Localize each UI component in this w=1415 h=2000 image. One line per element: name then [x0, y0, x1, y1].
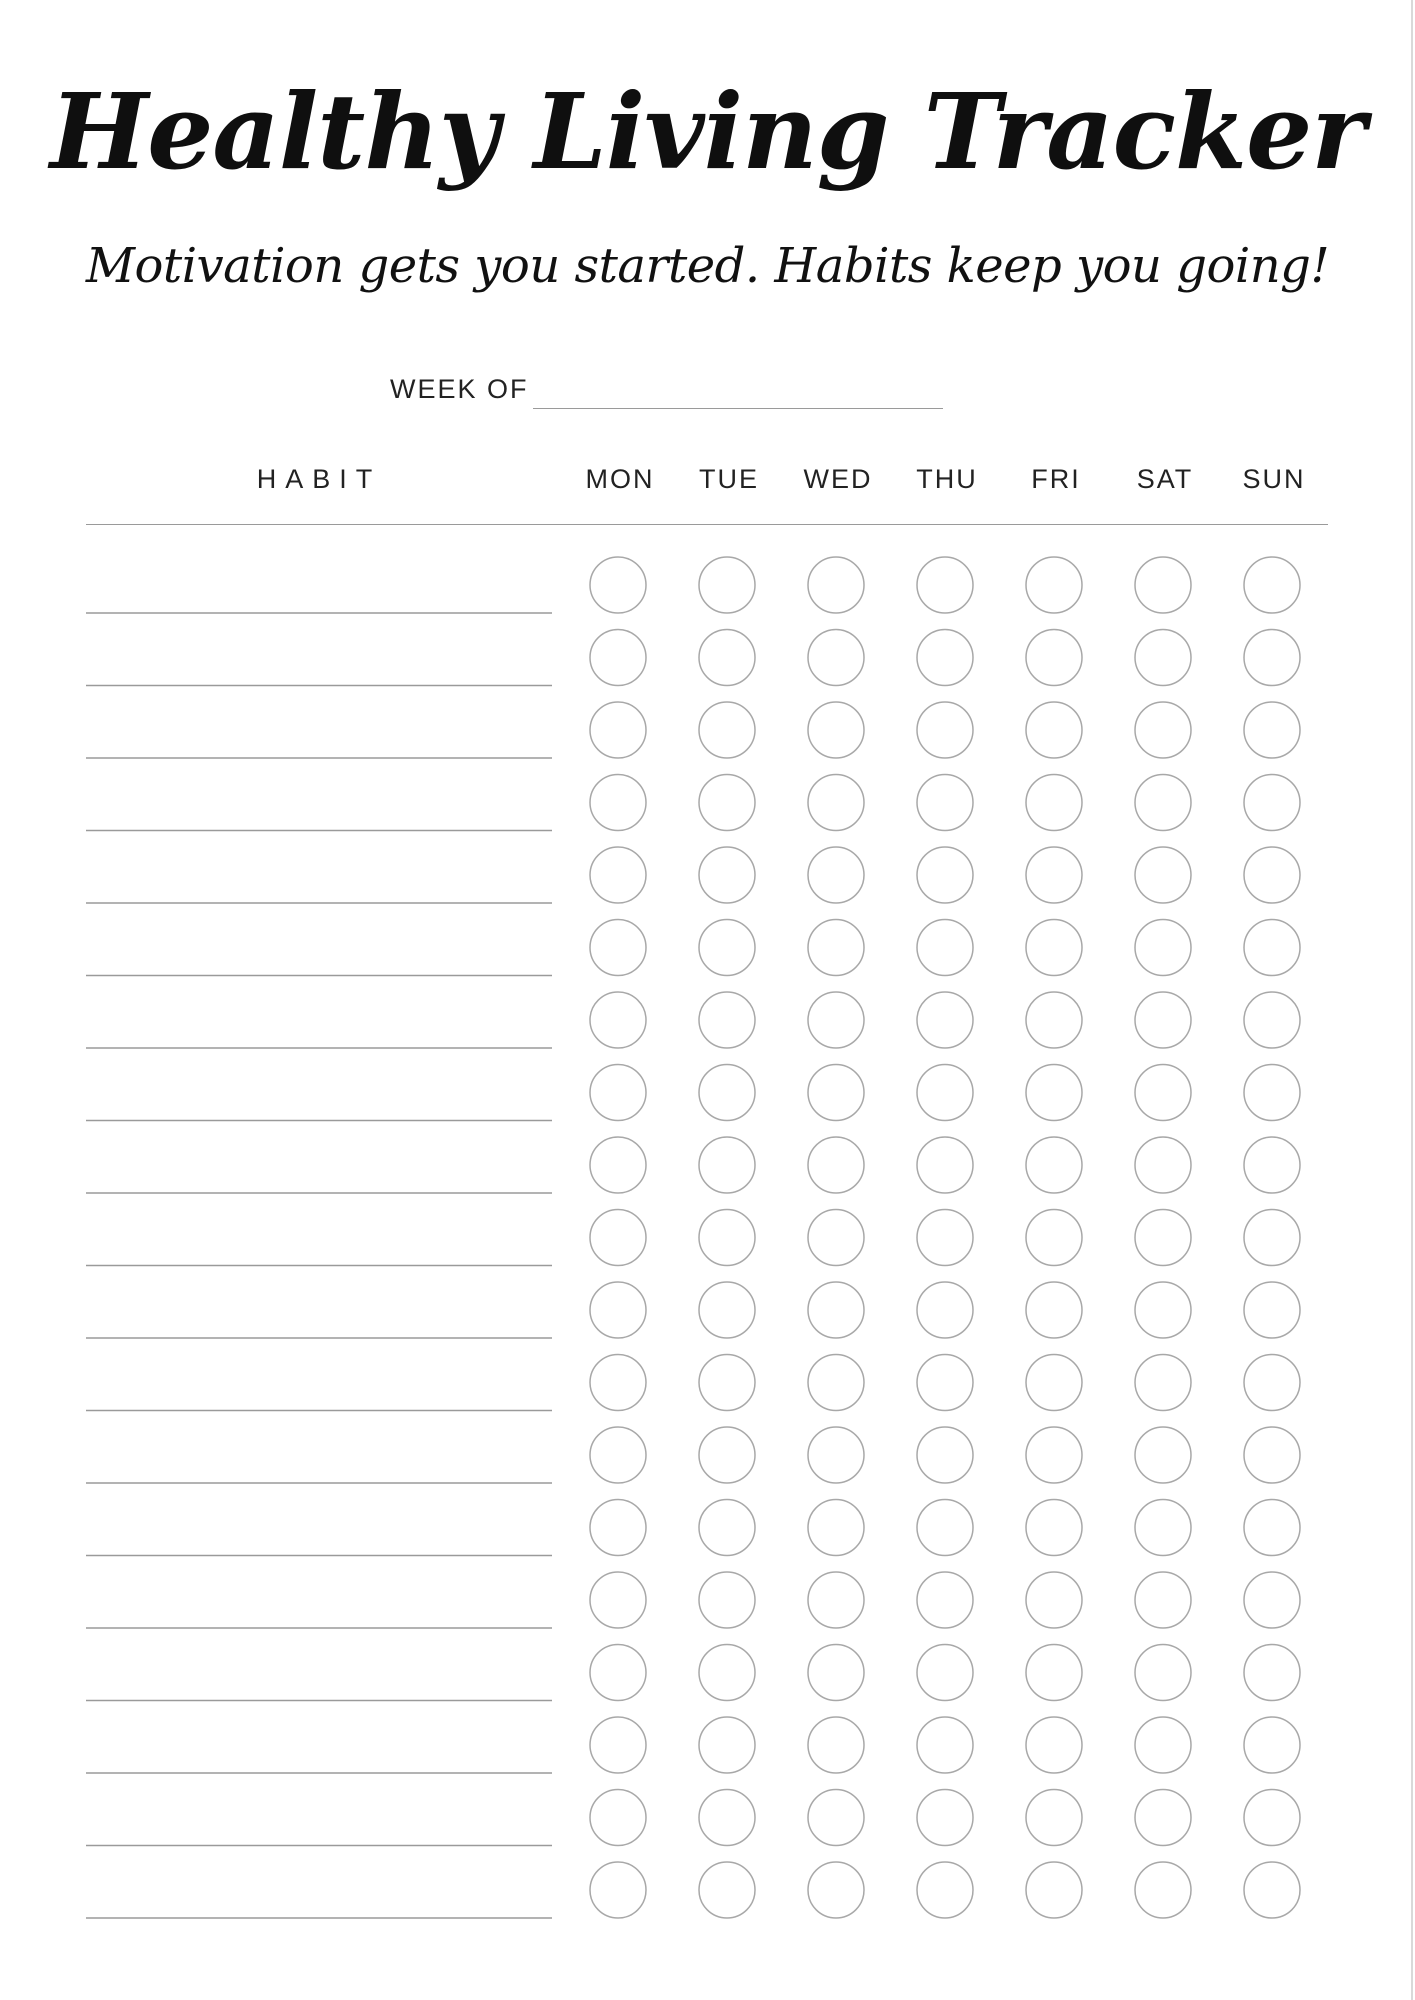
checkbox-circle-wed[interactable] [808, 992, 864, 1048]
checkbox-circle-mon[interactable] [590, 920, 646, 976]
day-header-mon: MON [585, 464, 655, 494]
checkbox-circle-tue[interactable] [699, 557, 755, 613]
checkbox-circle-mon[interactable] [590, 1065, 646, 1121]
checkbox-circle-thu[interactable] [917, 1645, 973, 1701]
checkbox-circle-sat[interactable] [1135, 992, 1191, 1048]
checkbox-circle-sat[interactable] [1135, 1645, 1191, 1701]
week-of-label: WEEK OF [390, 374, 529, 404]
checkbox-circle-thu[interactable] [917, 702, 973, 758]
checkbox-circle-wed[interactable] [808, 1137, 864, 1193]
day-header-sun: SUN [1242, 464, 1306, 494]
checkbox-circle-sat[interactable] [1135, 847, 1191, 903]
checkbox-circle-thu[interactable] [917, 775, 973, 831]
checkbox-circle-sun[interactable] [1244, 702, 1300, 758]
checkbox-circle-sat[interactable] [1135, 1427, 1191, 1483]
checkbox-circle-mon[interactable] [590, 1137, 646, 1193]
checkbox-circle-mon[interactable] [590, 557, 646, 613]
checkbox-circle-mon[interactable] [590, 702, 646, 758]
checkbox-circle-tue[interactable] [699, 1137, 755, 1193]
checkbox-circle-tue[interactable] [699, 702, 755, 758]
checkbox-circle-tue[interactable] [699, 1645, 755, 1701]
checkbox-circle-fri[interactable] [1026, 702, 1082, 758]
checkbox-circle-wed[interactable] [808, 1645, 864, 1701]
checkbox-circle-tue[interactable] [699, 920, 755, 976]
checkbox-circle-fri[interactable] [1026, 557, 1082, 613]
day-header-tue: TUE [699, 464, 759, 494]
checkbox-circle-fri[interactable] [1026, 1790, 1082, 1846]
checkbox-circle-sat[interactable] [1135, 630, 1191, 686]
checkbox-circle-sun[interactable] [1244, 1065, 1300, 1121]
checkbox-circle-wed[interactable] [808, 1862, 864, 1918]
checkbox-circle-fri[interactable] [1026, 992, 1082, 1048]
checkbox-circle-fri[interactable] [1026, 1717, 1082, 1773]
checkbox-circle-fri[interactable] [1026, 1500, 1082, 1556]
checkbox-circle-fri[interactable] [1026, 1282, 1082, 1338]
checkbox-circle-wed[interactable] [808, 702, 864, 758]
checkbox-circle-sat[interactable] [1135, 1717, 1191, 1773]
checkbox-circle-wed[interactable] [808, 630, 864, 686]
checkbox-circle-tue[interactable] [699, 1572, 755, 1628]
checkbox-circle-fri[interactable] [1026, 1645, 1082, 1701]
checkbox-circle-fri[interactable] [1026, 1355, 1082, 1411]
checkbox-circle-sat[interactable] [1135, 1065, 1191, 1121]
checkbox-circle-sun[interactable] [1244, 1717, 1300, 1773]
checkbox-circle-thu[interactable] [917, 557, 973, 613]
checkbox-circle-sat[interactable] [1135, 1137, 1191, 1193]
checkbox-circle-mon[interactable] [590, 630, 646, 686]
checkbox-circle-sat[interactable] [1135, 702, 1191, 758]
checkbox-circle-wed[interactable] [808, 1065, 864, 1121]
checkbox-circle-sun[interactable] [1244, 1427, 1300, 1483]
checkbox-circle-sun[interactable] [1244, 1645, 1300, 1701]
checkbox-circle-sat[interactable] [1135, 775, 1191, 831]
checkbox-circle-sun[interactable] [1244, 920, 1300, 976]
checkbox-circle-sun[interactable] [1244, 1500, 1300, 1556]
habit-column-header: HABIT [256, 464, 382, 494]
checkbox-circle-sat[interactable] [1135, 1500, 1191, 1556]
checkbox-circle-mon[interactable] [590, 1427, 646, 1483]
checkbox-circle-sun[interactable] [1244, 1862, 1300, 1918]
checkbox-circle-sat[interactable] [1135, 920, 1191, 976]
checkbox-circle-sun[interactable] [1244, 1137, 1300, 1193]
checkbox-circle-thu[interactable] [917, 1572, 973, 1628]
checkbox-circle-mon[interactable] [590, 1717, 646, 1773]
checkbox-circle-sat[interactable] [1135, 1355, 1191, 1411]
checkbox-circle-tue[interactable] [699, 847, 755, 903]
checkbox-circle-fri[interactable] [1026, 775, 1082, 831]
checkbox-circle-sat[interactable] [1135, 1282, 1191, 1338]
checkbox-circle-thu[interactable] [917, 1282, 973, 1338]
checkbox-circle-tue[interactable] [699, 1065, 755, 1121]
day-header-wed: WED [803, 464, 873, 494]
checkbox-circle-thu[interactable] [917, 1065, 973, 1121]
checkbox-circle-wed[interactable] [808, 1355, 864, 1411]
checkbox-circle-tue[interactable] [699, 1500, 755, 1556]
checkbox-circle-mon[interactable] [590, 847, 646, 903]
checkbox-circle-mon[interactable] [590, 775, 646, 831]
checkbox-circle-wed[interactable] [808, 1572, 864, 1628]
checkbox-circle-fri[interactable] [1026, 1210, 1082, 1266]
checkbox-circle-sun[interactable] [1244, 1210, 1300, 1266]
checkbox-circle-mon[interactable] [590, 1862, 646, 1918]
checkbox-circle-tue[interactable] [699, 775, 755, 831]
checkbox-circle-thu[interactable] [917, 1862, 973, 1918]
checkbox-circle-fri[interactable] [1026, 1065, 1082, 1121]
checkbox-circle-sun[interactable] [1244, 992, 1300, 1048]
checkbox-circle-thu[interactable] [917, 1790, 973, 1846]
checkbox-circle-wed[interactable] [808, 920, 864, 976]
checkbox-circle-sun[interactable] [1244, 1355, 1300, 1411]
checkbox-circle-wed[interactable] [808, 847, 864, 903]
page-subtitle: Motivation gets you started. Habits keep you going! [85, 238, 1330, 294]
checkbox-circle-mon[interactable] [590, 1500, 646, 1556]
checkbox-circle-thu[interactable] [917, 992, 973, 1048]
checkbox-circle-tue[interactable] [699, 992, 755, 1048]
day-header-thu: THU [916, 464, 978, 494]
checkbox-circle-tue[interactable] [699, 1355, 755, 1411]
checkbox-circle-thu[interactable] [917, 1717, 973, 1773]
checkbox-circle-wed[interactable] [808, 557, 864, 613]
checkbox-circle-sun[interactable] [1244, 847, 1300, 903]
day-header-fri: FRI [1031, 464, 1081, 494]
checkbox-circle-sun[interactable] [1244, 775, 1300, 831]
checkbox-circle-fri[interactable] [1026, 847, 1082, 903]
checkbox-circle-wed[interactable] [808, 1282, 864, 1338]
checkbox-circle-mon[interactable] [590, 1645, 646, 1701]
checkbox-circle-sun[interactable] [1244, 1572, 1300, 1628]
checkbox-circle-sat[interactable] [1135, 1862, 1191, 1918]
day-header-sat: SAT [1136, 464, 1194, 494]
checkbox-circle-tue[interactable] [699, 1862, 755, 1918]
checkbox-circle-wed[interactable] [808, 1427, 864, 1483]
checkbox-circle-tue[interactable] [699, 1210, 755, 1266]
checkbox-circle-mon[interactable] [590, 992, 646, 1048]
checkbox-circle-sat[interactable] [1135, 1572, 1191, 1628]
checkbox-circle-sat[interactable] [1135, 1790, 1191, 1846]
checkbox-circle-sun[interactable] [1244, 630, 1300, 686]
checkbox-circle-wed[interactable] [808, 1790, 864, 1846]
checkbox-circle-thu[interactable] [917, 847, 973, 903]
checkbox-circle-wed[interactable] [808, 1210, 864, 1266]
checkbox-circle-mon[interactable] [590, 1790, 646, 1846]
checkbox-circle-thu[interactable] [917, 1427, 973, 1483]
checkbox-circle-mon[interactable] [590, 1572, 646, 1628]
checkbox-circle-thu[interactable] [917, 1500, 973, 1556]
checkbox-circle-thu[interactable] [917, 630, 973, 686]
checkbox-circle-sun[interactable] [1244, 1282, 1300, 1338]
checkbox-circle-fri[interactable] [1026, 1137, 1082, 1193]
checkbox-circle-tue[interactable] [699, 1427, 755, 1483]
checkbox-circle-thu[interactable] [917, 1210, 973, 1266]
checkbox-circle-sat[interactable] [1135, 1210, 1191, 1266]
checkbox-circle-tue[interactable] [699, 1282, 755, 1338]
checkbox-circle-wed[interactable] [808, 1717, 864, 1773]
checkbox-circle-thu[interactable] [917, 1355, 973, 1411]
checkbox-circle-sun[interactable] [1244, 557, 1300, 613]
checkbox-circle-thu[interactable] [917, 920, 973, 976]
checkbox-circle-fri[interactable] [1026, 920, 1082, 976]
checkbox-circle-fri[interactable] [1026, 1427, 1082, 1483]
checkbox-circle-sun[interactable] [1244, 1790, 1300, 1846]
checkbox-circle-mon[interactable] [590, 1282, 646, 1338]
checkbox-circle-fri[interactable] [1026, 630, 1082, 686]
checkbox-circle-tue[interactable] [699, 630, 755, 686]
checkbox-circle-fri[interactable] [1026, 1572, 1082, 1628]
checkbox-circle-sat[interactable] [1135, 557, 1191, 613]
page-title: Healthy Living Tracker [49, 70, 1366, 193]
checkbox-circle-mon[interactable] [590, 1210, 646, 1266]
checkbox-circle-tue[interactable] [699, 1790, 755, 1846]
checkbox-circle-thu[interactable] [917, 1137, 973, 1193]
checkbox-circle-fri[interactable] [1026, 1862, 1082, 1918]
checkbox-circle-wed[interactable] [808, 775, 864, 831]
checkbox-circle-tue[interactable] [699, 1717, 755, 1773]
checkbox-circle-wed[interactable] [808, 1500, 864, 1556]
checkbox-circle-mon[interactable] [590, 1355, 646, 1411]
